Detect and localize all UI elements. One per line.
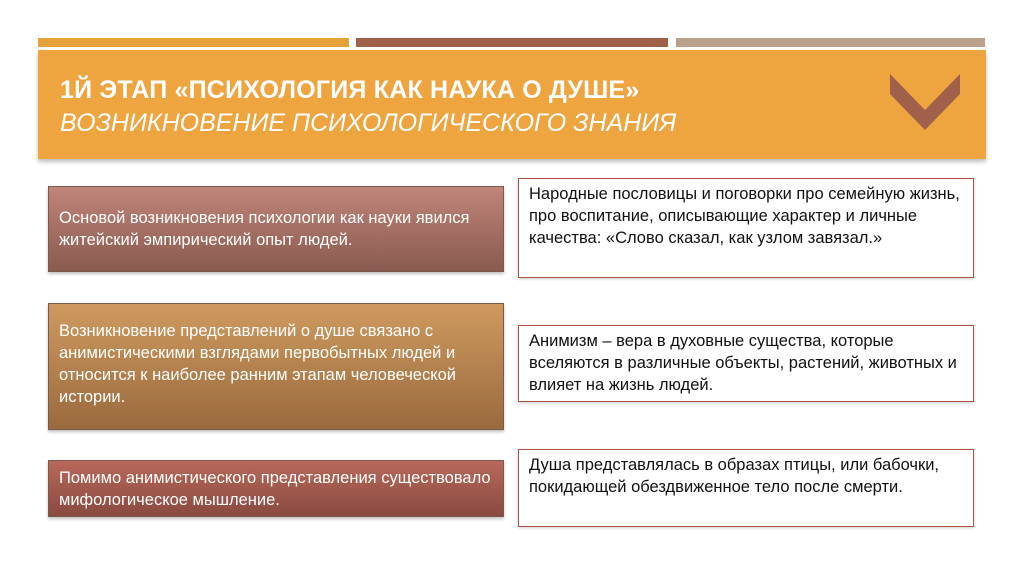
left-box-3 — [48, 460, 504, 517]
left-box-1-text: Основой возникновения психологии как науки явился житейский эмпирический опыт людей. — [59, 209, 470, 249]
right-box-1 — [518, 178, 974, 278]
top-bar-segment-2 — [356, 38, 668, 47]
top-bar-segment-1 — [38, 38, 349, 47]
chevron-down-icon — [888, 72, 962, 132]
title-banner — [38, 50, 986, 159]
top-bar-segment-3 — [676, 38, 985, 47]
right-box-3-text: Душа представлялась в образах птицы, или бабочки, покидающей обездвиженное тело после смерти. — [529, 456, 940, 496]
right-box-2-text: Анимизм – вера в духовные существа, которые вселяются в различные объекты, растений, животных и влияет на жизнь людей. — [529, 332, 957, 394]
left-box-1 — [48, 186, 504, 272]
left-box-2 — [48, 303, 504, 430]
right-box-1-text: Народные пословицы и поговорки про семейную жизнь, про воспитание, описывающие характер и личные качества: «Слово сказал, как узлом завязал.» — [529, 185, 960, 247]
right-box-2 — [518, 325, 974, 402]
slide-title: 1Й ЭТАП «ПСИХОЛОГИЯ КАК НАУКА О ДУШЕ» — [60, 76, 640, 104]
right-box-3 — [518, 449, 974, 527]
left-box-3-text: Помимо анимистического представления существовало мифологическое мышление. — [59, 468, 491, 509]
left-box-2-text: Возникновение представлений о душе связано с анимистическими взглядами первобытных людей и относится к наиболее ранним этапам человеческой истории. — [59, 322, 457, 406]
slide-subtitle: ВОЗНИКНОВЕНИЕ ПСИХОЛОГИЧЕСКОГО ЗНАНИЯ — [60, 109, 677, 137]
